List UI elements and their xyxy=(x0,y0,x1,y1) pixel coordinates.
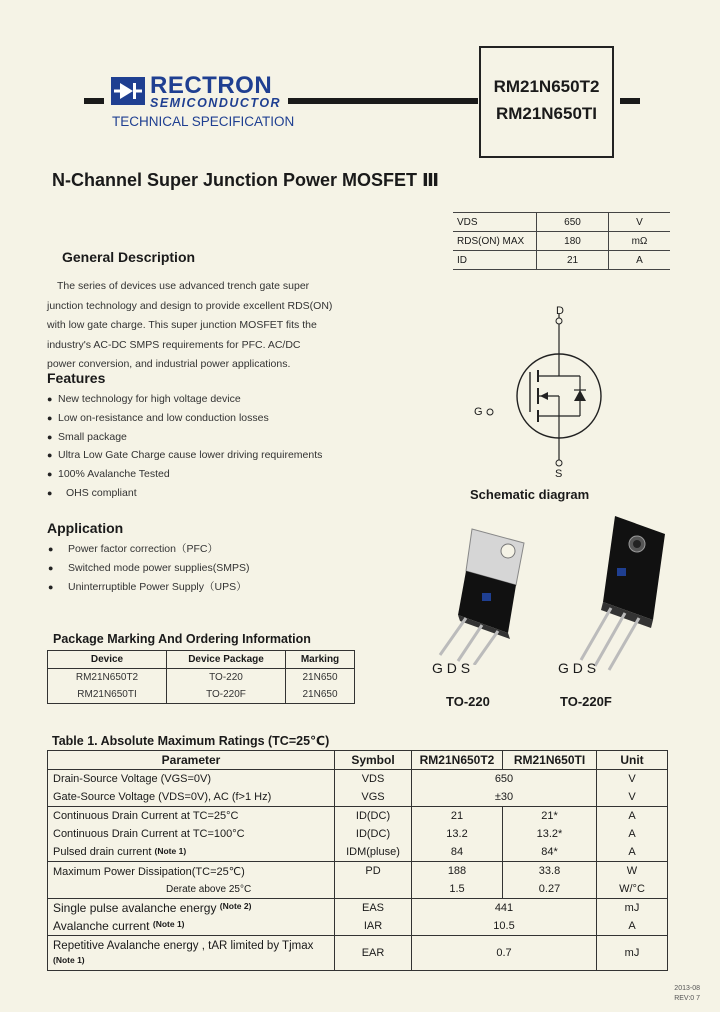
param-text: Avalanche current xyxy=(53,919,150,933)
table-row xyxy=(48,788,668,807)
value-cell: 33.8 xyxy=(503,862,597,881)
to220f-label: TO-220F xyxy=(560,694,612,709)
table-row xyxy=(48,825,668,843)
value-cell: 84 xyxy=(412,843,503,862)
general-description-text xyxy=(47,277,339,375)
spec-row xyxy=(453,232,670,251)
table-row xyxy=(48,807,668,826)
column-header: RM21N650TI xyxy=(503,751,597,770)
table-row xyxy=(48,686,355,704)
param-text: Pulsed drain current xyxy=(53,846,152,858)
column-header: Marking xyxy=(286,651,355,669)
table-cell: 21N650 xyxy=(286,686,355,704)
spec-value: 650 xyxy=(537,213,609,232)
brand-subtitle: SEMICONDUCTOR xyxy=(150,96,282,110)
description-line: with low gate charge. This super junction MOSFET fits the xyxy=(47,319,317,331)
feature-item: ● OHS compliant xyxy=(58,484,322,503)
header-bar-left-dash xyxy=(84,98,104,104)
table-row xyxy=(48,843,668,862)
schematic-diagram xyxy=(470,300,650,490)
column-header: Symbol xyxy=(335,751,412,770)
application-item: ● Switched mode power supplies(SMPS) xyxy=(68,559,250,578)
general-description-heading: General Description xyxy=(62,249,196,265)
param-cell: Drain-Source Voltage (VGS=0V) xyxy=(48,770,335,789)
unit-cell: W/°C xyxy=(597,880,668,899)
value-cell: 21* xyxy=(503,807,597,826)
footer-revision: REV:0 7 xyxy=(674,995,700,1002)
value-cell: 21 xyxy=(412,807,503,826)
features-list xyxy=(58,390,322,503)
value-cell: 10.5 xyxy=(412,917,597,936)
symbol-cell: IDM(pluse) xyxy=(335,843,412,862)
description-line: junction technology and design to provide excellent RDS(ON) xyxy=(47,299,333,312)
symbol-cell: EAS xyxy=(335,899,412,918)
symbol-cell: VGS xyxy=(335,788,412,807)
unit-cell: A xyxy=(597,917,668,936)
page-title: N-Channel Super Junction Power MOSFET Ⅲ xyxy=(52,170,440,190)
column-header: Device xyxy=(48,651,167,669)
param-text: Single pulse avalanche energy xyxy=(53,901,217,915)
spec-row xyxy=(453,213,670,232)
gate-pin-label: G xyxy=(474,406,483,418)
spec-unit: V xyxy=(609,213,671,232)
ratings-heading: Table 1. Absolute Maximum Ratings (TC=25℃) xyxy=(52,734,330,748)
spec-symbol: VDS xyxy=(453,213,537,232)
value-cell: 13.2 xyxy=(412,825,503,843)
ratings-table xyxy=(47,750,668,971)
table-header-row xyxy=(48,651,355,669)
value-cell: 650 xyxy=(412,770,597,789)
param-cell: Continuous Drain Current at TC=100°C xyxy=(48,825,335,843)
table-cell: RM21N650T2 xyxy=(48,669,167,687)
unit-cell: W xyxy=(597,862,668,881)
table-header-row xyxy=(48,751,668,770)
to220f-pin-labels: G D S xyxy=(558,660,597,676)
spec-value: 180 xyxy=(537,232,609,251)
symbol-cell xyxy=(335,880,412,899)
param-cell: Continuous Drain Current at TC=25°C xyxy=(48,807,335,826)
symbol-cell: ID(DC) xyxy=(335,825,412,843)
to220-label: TO-220 xyxy=(446,694,490,709)
unit-cell: A xyxy=(597,843,668,862)
table-row xyxy=(48,862,668,881)
symbol-cell: ID(DC) xyxy=(335,807,412,826)
unit-cell: A xyxy=(597,807,668,826)
value-cell: ±30 xyxy=(412,788,597,807)
column-header: Parameter xyxy=(48,751,335,770)
table-row xyxy=(48,669,355,687)
table-row xyxy=(48,917,668,936)
note-ref: (Note 1) xyxy=(53,955,85,965)
spec-value: 21 xyxy=(537,251,609,270)
param-cell: Maximum Power Dissipation(TC=25℃) xyxy=(48,862,335,881)
param-cell: Derate above 25°C xyxy=(48,880,335,899)
symbol-cell: IAR xyxy=(335,917,412,936)
spec-unit: mΩ xyxy=(609,232,671,251)
feature-item: ● Ultra Low Gate Charge cause lower driving requirements xyxy=(58,446,322,465)
feature-item: ● New technology for high voltage device xyxy=(58,390,322,409)
table-row xyxy=(48,770,668,789)
symbol-cell: EAR xyxy=(335,936,412,971)
value-cell: 0.27 xyxy=(503,880,597,899)
header-bar-right-dash xyxy=(620,98,640,104)
drain-pin-label: D xyxy=(556,305,564,317)
description-line: The series of devices use advanced trench gate super xyxy=(57,280,310,292)
source-pin-label: S xyxy=(555,468,563,480)
spec-unit: A xyxy=(609,251,671,270)
column-header: RM21N650T2 xyxy=(412,751,503,770)
value-cell: 84* xyxy=(503,843,597,862)
key-spec-table xyxy=(453,212,670,270)
spec-row xyxy=(453,251,670,270)
header-bar-middle xyxy=(288,98,478,104)
table-cell: RM21N650TI xyxy=(48,686,167,704)
unit-cell: A xyxy=(597,825,668,843)
symbol-cell: VDS xyxy=(335,770,412,789)
note-ref: (Note 1) xyxy=(154,846,187,856)
to220f-package-image xyxy=(555,510,675,675)
description-line: industry's AC-DC SMPS requirements for PFC. AC/DC xyxy=(47,338,301,351)
value-cell: 13.2* xyxy=(503,825,597,843)
spec-symbol: ID xyxy=(453,251,537,270)
note-ref: (Note 1) xyxy=(152,919,185,929)
feature-item: ● Small package xyxy=(58,428,322,447)
param-text: Repetitive Avalanche energy , tAR limited by Tjmax xyxy=(53,940,314,952)
part-number-2: RM21N650TI xyxy=(495,104,598,123)
to220-pin-labels: G D S xyxy=(432,660,471,676)
unit-cell: V xyxy=(597,788,668,807)
schematic-caption: Schematic diagram xyxy=(470,487,590,502)
note-ref: (Note 2) xyxy=(219,901,252,911)
param-cell xyxy=(48,936,335,971)
ordering-table xyxy=(47,650,355,704)
value-cell: 441 xyxy=(412,899,597,918)
unit-cell: mJ xyxy=(597,936,668,971)
column-header: Unit xyxy=(597,751,668,770)
table-row xyxy=(48,899,668,918)
param-cell xyxy=(48,843,335,862)
application-item: ● Power factor correction（PFC） xyxy=(68,540,250,559)
symbol-cell: PD xyxy=(335,862,412,881)
part-number-box xyxy=(479,46,614,158)
param-cell: Gate-Source Voltage (VDS=0V), AC (f>1 Hz) xyxy=(48,788,335,807)
features-heading: Features xyxy=(47,370,106,386)
value-cell: 1.5 xyxy=(412,880,503,899)
part-number-1: RM21N650T2 xyxy=(493,77,600,96)
application-item: ● Uninterruptible Power Supply（UPS） xyxy=(68,578,250,597)
to220-package-image xyxy=(430,515,540,665)
application-heading: Application xyxy=(47,520,124,536)
table-row xyxy=(48,880,668,899)
brand-name: RECTRON xyxy=(150,72,273,99)
table-cell: TO-220F xyxy=(167,686,286,704)
spec-symbol: RDS(ON) MAX xyxy=(453,232,537,251)
table-cell: 21N650 xyxy=(286,669,355,687)
table-cell: TO-220 xyxy=(167,669,286,687)
footer-date: 2013-08 xyxy=(674,985,700,992)
application-list xyxy=(68,540,250,597)
table-row xyxy=(48,936,668,971)
description-line: power conversion, and industrial power applications. xyxy=(47,358,291,370)
tagline: TECHNICAL SPECIFICATION xyxy=(112,114,295,129)
value-cell: 188 xyxy=(412,862,503,881)
param-cell xyxy=(48,917,335,936)
rectron-logo-icon xyxy=(111,77,145,105)
feature-item: ● 100% Avalanche Tested xyxy=(58,465,322,484)
value-cell: 0.7 xyxy=(412,936,597,971)
column-header: Device Package xyxy=(167,651,286,669)
unit-cell: V xyxy=(597,770,668,789)
ordering-heading: Package Marking And Ordering Information xyxy=(53,632,311,646)
feature-item: ● Low on-resistance and low conduction losses xyxy=(58,409,322,428)
unit-cell: mJ xyxy=(597,899,668,918)
param-cell xyxy=(48,899,335,918)
